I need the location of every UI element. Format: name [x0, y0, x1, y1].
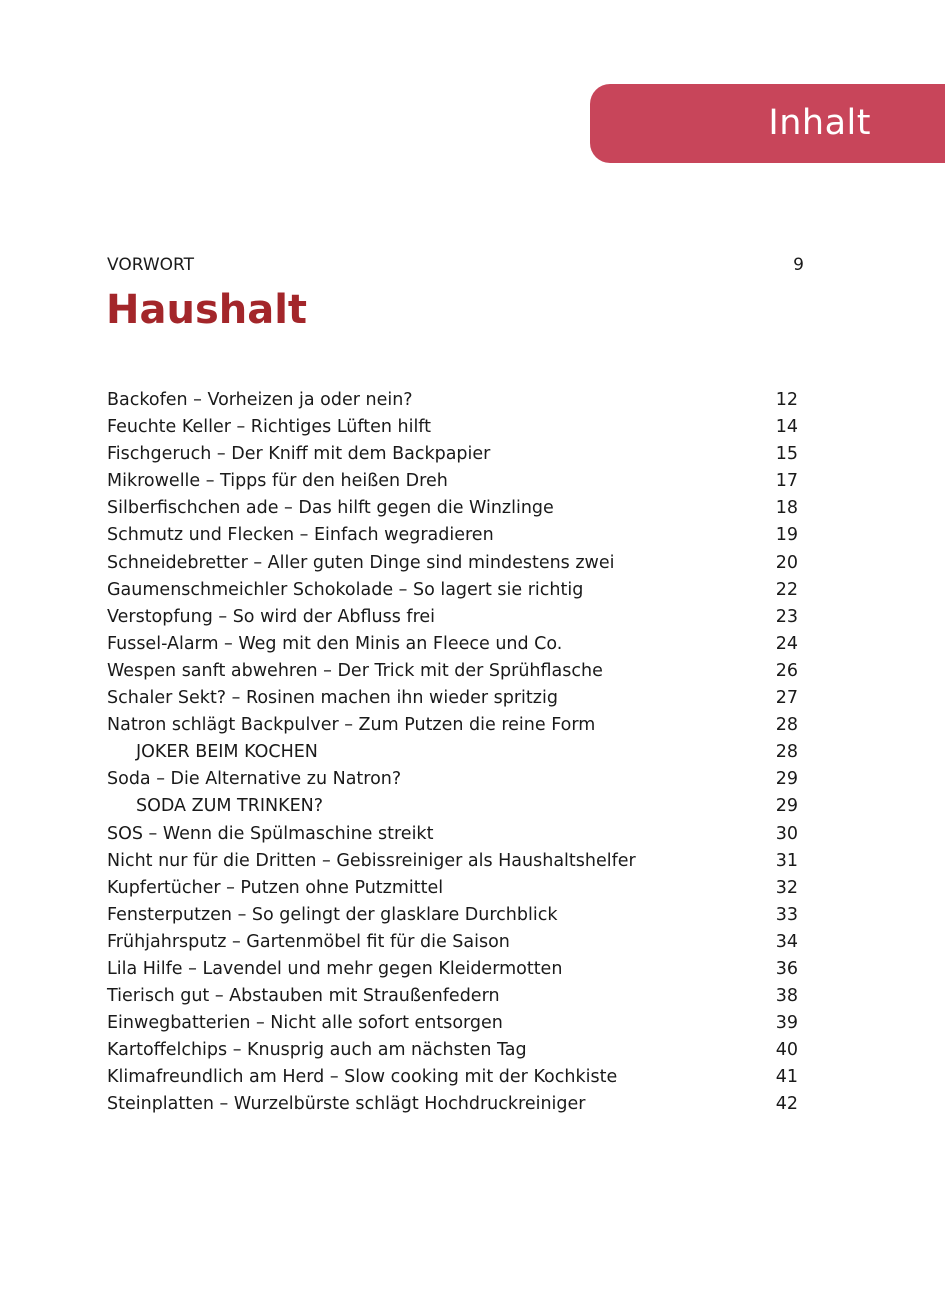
toc-entry[interactable]	[107, 766, 798, 793]
toc-entry[interactable]	[107, 550, 798, 577]
toc-entry[interactable]	[107, 685, 798, 712]
chapter-tab-label: Inhalt	[768, 103, 871, 143]
section-title: Haushalt	[106, 287, 308, 333]
toc-entry[interactable]	[107, 848, 798, 875]
toc-entry-title: Lila Hilfe – Lavendel und mehr gegen Kleidermotten	[107, 958, 563, 979]
toc-entry[interactable]	[107, 1091, 798, 1118]
toc-list	[107, 387, 798, 1119]
toc-entry-title: Schneidebretter – Aller guten Dinge sind mindestens zwei	[107, 552, 615, 573]
toc-entry-title: Fischgeruch – Der Kniff mit dem Backpapier	[107, 444, 491, 465]
toc-entry-title: Mikrowelle – Tipps für den heißen Dreh	[107, 471, 448, 492]
toc-entry[interactable]	[107, 956, 798, 983]
toc-entry-title: Feuchte Keller – Richtiges Lüften hilft	[107, 417, 432, 438]
toc-entry[interactable]	[107, 1037, 798, 1064]
toc-entry-page: 20	[775, 552, 798, 573]
toc-entry-title: Fussel-Alarm – Weg mit den Minis an Fleece und Co.	[107, 633, 563, 654]
toc-entry-title: Verstopfung – So wird der Abfluss frei	[107, 606, 436, 627]
toc-entry-title: Gaumenschmeichler Schokolade – So lagert sie richtig	[107, 579, 584, 600]
toc-entry-title: Einwegbatterien – Nicht alle sofort entsorgen	[107, 1013, 503, 1034]
toc-entry-title: Soda – Die Alternative zu Natron?	[107, 769, 402, 790]
toc-entry-title: Schaler Sekt? – Rosinen machen ihn wieder spritzig	[107, 688, 558, 709]
toc-entry[interactable]	[107, 1064, 798, 1091]
toc-entry[interactable]	[107, 712, 798, 739]
toc-subentry[interactable]	[107, 739, 798, 766]
toc-entry-title: Silberfischchen ade – Das hilft gegen die Winzlinge	[107, 498, 554, 519]
toc-entry-page: 23	[775, 606, 798, 627]
toc-entry-page: 39	[775, 1013, 798, 1034]
toc-entry-page: 30	[775, 823, 798, 844]
toc-entry-page: 27	[775, 688, 798, 709]
toc-entry-title: Kupfertücher – Putzen ohne Putzmittel	[107, 877, 444, 898]
toc-entry[interactable]	[107, 983, 798, 1010]
toc-entry-page: 12	[775, 390, 798, 410]
toc-entry-page: 33	[775, 904, 798, 925]
foreword-label: VORWORT	[107, 255, 194, 275]
toc-entry-title: Tierisch gut – Abstauben mit Straußenfedern	[107, 986, 500, 1007]
toc-entry-page: 19	[775, 525, 798, 546]
toc-entry-title: Schmutz und Flecken – Einfach wegradieren	[107, 525, 494, 546]
chapter-tab	[590, 84, 945, 163]
toc-entry-page: 34	[775, 931, 798, 952]
toc-entry[interactable]	[107, 468, 798, 495]
toc-entry[interactable]	[107, 495, 798, 522]
toc-entry-page: 41	[775, 1067, 798, 1088]
toc-entry[interactable]	[107, 577, 798, 604]
toc-entry-page: 22	[775, 579, 798, 600]
toc-entry-page: 17	[775, 471, 798, 492]
toc-entry-title: Frühjahrsputz – Gartenmöbel fit für die Saison	[107, 931, 510, 952]
toc-entry[interactable]	[107, 441, 798, 468]
toc-entry[interactable]	[107, 658, 798, 685]
toc-entry[interactable]	[107, 875, 798, 902]
toc-entry-page: 32	[775, 877, 798, 898]
toc-entry[interactable]	[107, 414, 798, 441]
toc-entry-page: 15	[775, 444, 798, 465]
toc-subentry-title: JOKER BEIM KOCHEN	[136, 742, 318, 763]
toc-entry[interactable]	[107, 902, 798, 929]
toc-entry[interactable]	[107, 522, 798, 549]
toc-entry-title: Kartoffelchips – Knusprig auch am nächsten Tag	[107, 1040, 527, 1061]
foreword-page: 9	[793, 255, 804, 275]
toc-entry-page: 36	[775, 958, 798, 979]
toc-entry[interactable]	[107, 929, 798, 956]
toc-entry-page: 14	[775, 417, 798, 438]
toc-entry[interactable]	[107, 387, 798, 414]
toc-entry[interactable]	[107, 1010, 798, 1037]
toc-entry-title: Nicht nur für die Dritten – Gebissreiniger als Haushaltshelfer	[107, 850, 636, 871]
toc-entry-title: Klimafreundlich am Herd – Slow cooking mit der Kochkiste	[107, 1067, 618, 1088]
toc-entry-title: Natron schlägt Backpulver – Zum Putzen die reine Form	[107, 715, 596, 736]
toc-entry-page: 18	[775, 498, 798, 519]
toc-entry-page: 31	[775, 850, 798, 871]
toc-entry-title: SOS – Wenn die Spülmaschine streikt	[107, 823, 434, 844]
toc-entry-title: Steinplatten – Wurzelbürste schlägt Hochdruckreiniger	[107, 1094, 586, 1115]
toc-subentry-page: 28	[775, 742, 798, 763]
toc-entry-page: 26	[775, 660, 798, 681]
toc-entry-page: 42	[775, 1094, 798, 1115]
toc-subentry-page: 29	[775, 796, 798, 817]
toc-entry-page: 40	[775, 1040, 798, 1061]
toc-entry-title: Backofen – Vorheizen ja oder nein?	[107, 390, 413, 410]
toc-entry[interactable]	[107, 631, 798, 658]
toc-entry-page: 24	[775, 633, 798, 654]
toc-entry-page: 28	[775, 715, 798, 736]
toc-entry-title: Wespen sanft abwehren – Der Trick mit der Sprühflasche	[107, 660, 603, 681]
foreword-entry[interactable]	[107, 253, 804, 277]
toc-subentry[interactable]	[107, 793, 798, 820]
toc-entry[interactable]	[107, 821, 798, 848]
toc-subentry-title: SODA ZUM TRINKEN?	[136, 796, 324, 817]
toc-entry-page: 38	[775, 986, 798, 1007]
toc-entry-title: Fensterputzen – So gelingt der glasklare Durchblick	[107, 904, 558, 925]
toc-entry-page: 29	[775, 769, 798, 790]
toc-entry[interactable]	[107, 604, 798, 631]
